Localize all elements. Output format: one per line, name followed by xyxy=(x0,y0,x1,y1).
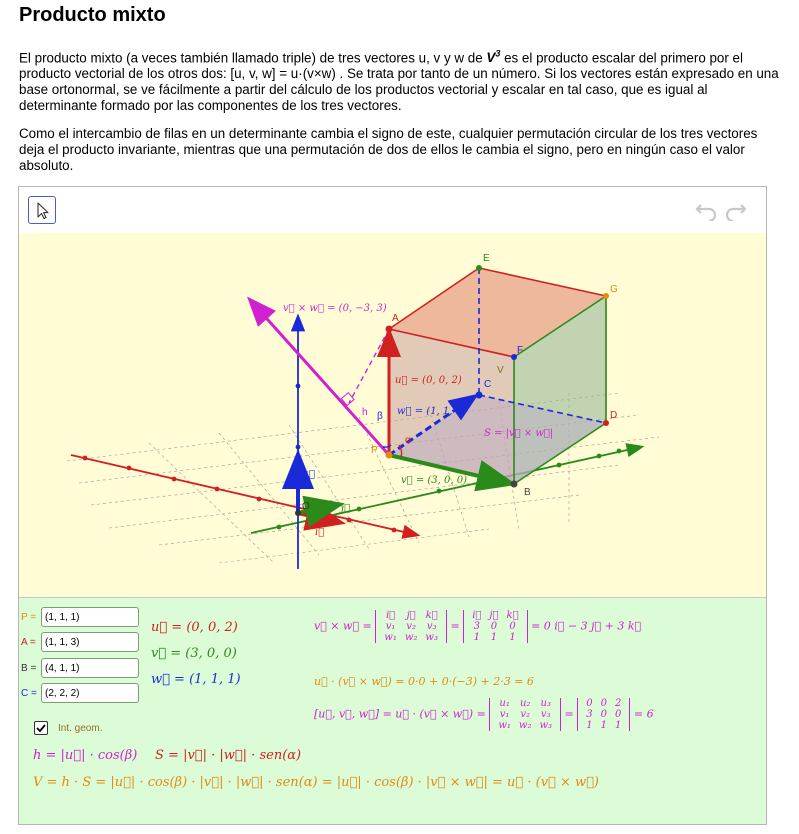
det-cell: v₃ xyxy=(426,621,437,632)
s-label: S = |v⃗ × w⃗| xyxy=(484,428,554,439)
input-label: B = xyxy=(21,662,37,674)
point-input-field[interactable]: (4, 1, 1) xyxy=(41,658,139,678)
det-cell: v₂ xyxy=(406,621,416,632)
point-C xyxy=(476,392,483,399)
det-cell: k⃗ xyxy=(425,610,438,621)
det-cell: w₂ xyxy=(404,632,418,643)
det-cell: 0 xyxy=(615,709,622,720)
cross-product-formula: v⃗ × w⃗ = i⃗ j⃗ k⃗ v₁ v₂ v₃ w₁ w₂ w₃ = i⃗ j⃗ k⃗ 3 0 0 1 1 1 = 0 i⃗ − 3 j⃗ + 3 k⃗ xyxy=(314,610,642,643)
checkbox-box[interactable] xyxy=(34,721,48,735)
geogebra-applet[interactable] xyxy=(18,186,767,825)
vector-cross-product xyxy=(251,301,389,455)
det-cell: u₁ xyxy=(499,698,510,709)
int-geom-checkbox[interactable] xyxy=(34,721,102,735)
label-E: E xyxy=(483,253,490,264)
det-cell: 0 xyxy=(586,698,593,709)
det-cell: 0 xyxy=(600,698,608,709)
det-cell: u₂ xyxy=(519,698,531,709)
w-definition: w⃗ = (1, 1, 1) xyxy=(151,672,241,687)
det-cell: w₁ xyxy=(498,720,511,731)
v-definition: v⃗ = (3, 0, 0) xyxy=(151,646,237,661)
input-row xyxy=(19,682,139,704)
volume-formula: V = h · S = |u⃗| · cos(β) · |v⃗| · |w⃗| · sen(α) = |u⃗| · cos(β) · |v⃗ × w⃗| = u⃗ · (v⃗ × w⃗) xyxy=(33,775,600,790)
cross-product-label: v⃗ × w⃗ = (0, −3, 3) xyxy=(283,303,387,314)
det-cell: 0 xyxy=(490,621,498,632)
det-cell: u₃ xyxy=(540,698,551,709)
graphics-view[interactable] xyxy=(19,233,766,597)
det-cell: j⃗ xyxy=(406,610,416,621)
label-volume: V xyxy=(497,365,504,376)
det-cell: 1 xyxy=(600,720,608,731)
label-D: D xyxy=(610,410,618,421)
point-B xyxy=(511,481,518,488)
det-symbolic-triple xyxy=(489,698,561,731)
label-B: B xyxy=(524,487,531,498)
w-label: w⃗ = (1, 1, 1) xyxy=(397,406,466,417)
v3-symbol: $V^3$ xyxy=(486,49,501,66)
det-cell: i⃗ xyxy=(385,610,396,621)
input-label: A = xyxy=(21,636,36,648)
det-cell: w₁ xyxy=(384,632,397,643)
intro-text-before: El producto mixto (a veces también llamado triple) de tres vectores u, v y w de xyxy=(19,50,487,66)
det-numeric-cross xyxy=(463,610,527,643)
triple-product-formula: [u⃗, v⃗, w⃗] = u⃗ · (v⃗ × w⃗) = u₁ u₂ u₃ v₁ v₂ v₃ w₁ w₂ w₃ = 0 0 2 3 0 0 1 1 1 = 6 xyxy=(314,698,654,731)
u-definition: u⃗ = (0, 0, 2) xyxy=(151,620,238,635)
det-cell: k⃗ xyxy=(506,610,519,621)
point-E xyxy=(476,265,482,271)
page-title: Producto mixto xyxy=(19,4,166,26)
det-cell: 1 xyxy=(509,632,516,643)
permutation-paragraph: Como el intercambio de filas en un determinante cambia el signo de este, cualquier permutación circular de los tres vectores deja el producto invariante, mientras que una permutación de dos de ellos le cambia el signo, pero en ningún caso el valor absoluto. xyxy=(19,126,758,173)
label-G: G xyxy=(610,284,618,295)
redo-icon[interactable] xyxy=(723,199,747,221)
point-input-field[interactable]: (1, 1, 1) xyxy=(41,607,139,627)
checkmark-icon xyxy=(35,722,47,734)
dot-product-formula: u⃗ · (v⃗ × w⃗) = 0·0 + 0·(−3) + 2·3 = 6 xyxy=(314,675,534,688)
point-input-field[interactable]: (2, 2, 2) xyxy=(41,683,139,703)
applet-toolbar xyxy=(19,187,766,234)
det-cell: 0 xyxy=(509,621,516,632)
det-cell: v₁ xyxy=(385,621,396,632)
move-tool-button[interactable] xyxy=(28,196,56,224)
v-label: v⃗ = (3, 0, 0) xyxy=(401,475,467,486)
label-beta: β xyxy=(377,411,383,422)
input-label: P = xyxy=(21,611,37,623)
s-formula: S = |v⃗| · |w⃗| · sen(α) xyxy=(155,748,302,763)
label-C: C xyxy=(484,379,492,390)
det-cell: 1 xyxy=(586,720,593,731)
u-label: u⃗ = (0, 0, 2) xyxy=(395,375,462,386)
label-alpha: α xyxy=(405,435,411,446)
x-axis xyxy=(71,455,417,535)
label-A: A xyxy=(392,313,399,324)
input-row xyxy=(19,631,139,653)
det-cell: v₁ xyxy=(499,709,510,720)
det-cell: i⃗ xyxy=(472,610,482,621)
det-numeric-triple xyxy=(577,698,630,731)
intro-paragraph xyxy=(19,46,779,114)
point-O xyxy=(295,510,301,516)
point-P xyxy=(386,452,393,459)
algebra-view xyxy=(19,597,766,825)
det-cell: 0 xyxy=(600,709,608,720)
height-projection-line xyxy=(349,329,389,403)
det-cell: v₂ xyxy=(520,709,531,720)
det-cell: 1 xyxy=(490,632,498,643)
label-j: j⃗ xyxy=(341,503,351,514)
label-O: O xyxy=(302,501,310,512)
input-row xyxy=(19,657,139,679)
input-row xyxy=(19,606,139,628)
det-cell: v₃ xyxy=(540,709,551,720)
point-G xyxy=(603,293,609,299)
label-P: P xyxy=(371,445,378,456)
input-label: C = xyxy=(21,687,37,699)
det-cell: w₃ xyxy=(539,720,553,731)
label-i: i⃗ xyxy=(315,527,325,538)
point-input-field[interactable]: (1, 1, 3) xyxy=(41,632,139,652)
label-h: h xyxy=(362,407,368,418)
checkbox-label: Int. geom. xyxy=(58,722,103,734)
3d-scene[interactable] xyxy=(19,233,766,597)
undo-icon[interactable] xyxy=(695,199,719,221)
label-F: F xyxy=(517,345,524,356)
point-A xyxy=(386,326,393,333)
det-symbolic-cross xyxy=(375,610,447,643)
det-cell: j⃗ xyxy=(489,610,499,621)
label-k: k⃗ xyxy=(303,469,316,480)
det-cell: 1 xyxy=(473,632,480,643)
det-cell: 1 xyxy=(615,720,622,731)
point-D xyxy=(603,420,609,426)
det-cell: 3 xyxy=(586,709,593,720)
h-formula: h = |u⃗| · cos(β) xyxy=(33,748,138,763)
det-cell: w₂ xyxy=(518,720,532,731)
det-cell: 2 xyxy=(615,698,622,709)
det-cell: 3 xyxy=(473,621,480,632)
intro-text-after: es el producto escalar del primero por el producto vectorial de los otros dos: [u, v, w] = u·(v×w) . Se trata por tanto de un número. Si los vectores están expresado en una base ortonormal, se ve fácilmente a partir del cálculo de los productos vectorial y escalar en tal caso, que es igual al determinante formado por las componentes de los tres vectores. xyxy=(19,50,779,114)
det-cell: w₃ xyxy=(425,632,438,643)
cursor-arrow-icon xyxy=(29,197,55,223)
